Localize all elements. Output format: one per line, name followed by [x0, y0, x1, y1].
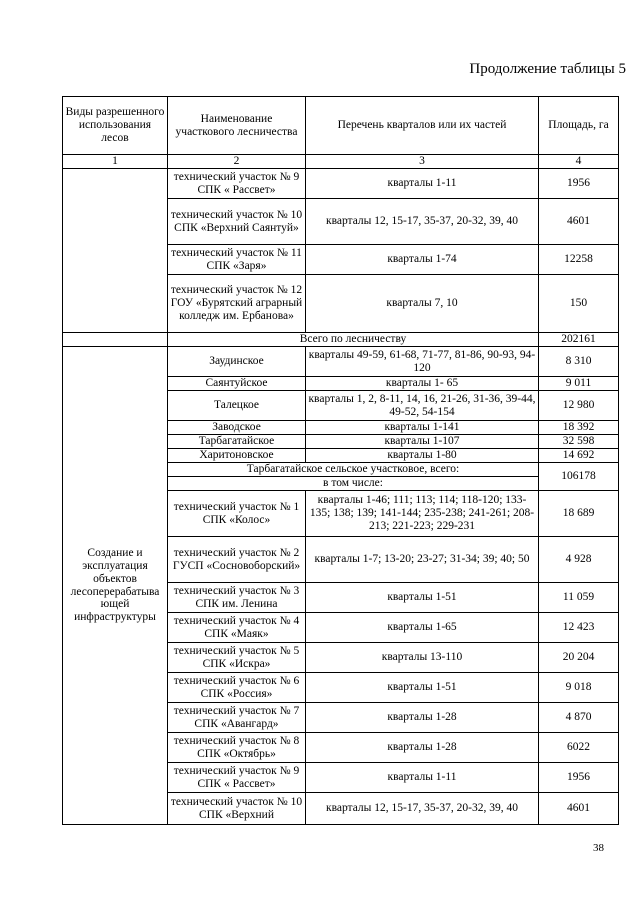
col-number: 3 — [306, 155, 539, 169]
table-caption: Продолжение таблицы 5 — [469, 61, 626, 77]
area-value: 12 980 — [539, 391, 619, 421]
rural-total-label: Тарбагатайское сельское участковое, всего: — [168, 463, 539, 477]
forestry-name: Саянтуйское — [168, 377, 306, 391]
quarters-list: кварталы 1-11 — [306, 763, 539, 793]
area-value: 4601 — [539, 793, 619, 825]
header-row — [63, 97, 619, 155]
forestry-name: Тарбагатайское — [168, 435, 306, 449]
area-value: 20 204 — [539, 643, 619, 673]
forestry-total-area: 202161 — [539, 333, 619, 347]
area-value: 9 011 — [539, 377, 619, 391]
quarters-list: кварталы 1, 2, 8-11, 14, 16, 21-26, 31-36, 39-44, 49-52, 54-154 — [306, 391, 539, 421]
usage-type-text: Создание и эксплуатация объектов лесоперерабатыва ющей инфраструктуры — [70, 546, 160, 624]
quarters-list: кварталы 1-74 — [306, 245, 539, 275]
table-row — [63, 347, 619, 377]
quarters-list: кварталы 1-51 — [306, 583, 539, 613]
quarters-list: кварталы 1-141 — [306, 421, 539, 435]
area-value: 11 059 — [539, 583, 619, 613]
area-value: 4 928 — [539, 537, 619, 583]
quarters-list: кварталы 1-7; 13-20; 23-27; 31-34; 39; 40; 50 — [306, 537, 539, 583]
forestry-name: технический участок № 10 СПК «Верхний Саянтуй» — [168, 199, 306, 245]
quarters-list: кварталы 1-65 — [306, 613, 539, 643]
col-number: 2 — [168, 155, 306, 169]
area-value: 4601 — [539, 199, 619, 245]
area-value: 4 870 — [539, 703, 619, 733]
quarters-list: кварталы 1-107 — [306, 435, 539, 449]
usage-cell-empty — [63, 333, 168, 347]
forest-use-table — [62, 96, 619, 825]
quarters-list: кварталы 12, 15-17, 35-37, 20-32, 39, 40 — [306, 199, 539, 245]
header-quarters: Перечень кварталов или их частей — [306, 97, 539, 155]
col-number: 1 — [63, 155, 168, 169]
forestry-name: технический участок № 12 ГОУ «Бурятский аграрный колледж им. Ербанова» — [168, 275, 306, 333]
quarters-list: кварталы 1-28 — [306, 733, 539, 763]
area-value: 12258 — [539, 245, 619, 275]
quarters-list: кварталы 12, 15-17, 35-37, 20-32, 39, 40 — [306, 793, 539, 825]
quarters-list: кварталы 7, 10 — [306, 275, 539, 333]
forestry-name: технический участок № 8 СПК «Октябрь» — [168, 733, 306, 763]
forestry-name: технический участок № 2 ГУСП «Сосновоборский» — [168, 537, 306, 583]
area-value: 32 598 — [539, 435, 619, 449]
area-value: 1956 — [539, 763, 619, 793]
forestry-name: технический участок № 3 СПК им. Ленина — [168, 583, 306, 613]
forestry-name: Заудинское — [168, 347, 306, 377]
quarters-list: кварталы 1- 65 — [306, 377, 539, 391]
forestry-name: технический участок № 1 СПК «Колос» — [168, 491, 306, 537]
forestry-name: технический участок № 9 СПК « Рассвет» — [168, 169, 306, 199]
quarters-list: кварталы 49-59, 61-68, 71-77, 81-86, 90-93, 94-120 — [306, 347, 539, 377]
quarters-list: кварталы 1-28 — [306, 703, 539, 733]
forestry-name: технический участок № 5 СПК «Искра» — [168, 643, 306, 673]
table-body — [63, 97, 619, 825]
forestry-total-row — [63, 333, 619, 347]
column-number-row — [63, 155, 619, 169]
usage-cell-empty — [63, 169, 168, 333]
area-value: 6022 — [539, 733, 619, 763]
quarters-list: кварталы 1-46; 111; 113; 114; 118-120; 133-135; 138; 139; 141-144; 235-238; 241-261; 208-213; 221-223; 229-231 — [306, 491, 539, 537]
area-value: 9 018 — [539, 673, 619, 703]
forestry-name: технический участок № 10 СПК «Верхний — [168, 793, 306, 825]
forestry-name: технический участок № 4 СПК «Маяк» — [168, 613, 306, 643]
page-number: 38 — [593, 842, 604, 854]
quarters-list: кварталы 1-80 — [306, 449, 539, 463]
area-value: 1956 — [539, 169, 619, 199]
table-row — [63, 169, 619, 199]
forestry-name: технический участок № 6 СПК «Россия» — [168, 673, 306, 703]
area-value: 18 392 — [539, 421, 619, 435]
header-forestry: Наименование участкового лесничества — [168, 97, 306, 155]
area-value: 150 — [539, 275, 619, 333]
forestry-name: Харитоновское — [168, 449, 306, 463]
forestry-name: технический участок № 11 СПК «Заря» — [168, 245, 306, 275]
forestry-name: Заводское — [168, 421, 306, 435]
area-value: 12 423 — [539, 613, 619, 643]
forestry-name: технический участок № 9 СПК « Рассвет» — [168, 763, 306, 793]
quarters-list: кварталы 1-11 — [306, 169, 539, 199]
area-value: 8 310 — [539, 347, 619, 377]
forestry-name: Талецкое — [168, 391, 306, 421]
forestry-total-label: Всего по лесничеству — [168, 333, 539, 347]
area-value: 18 689 — [539, 491, 619, 537]
rural-total-area: 106178 — [539, 463, 619, 491]
quarters-list: кварталы 13-110 — [306, 643, 539, 673]
header-area: Площадь, га — [539, 97, 619, 155]
usage-type-cell — [63, 347, 168, 825]
including-label: в том числе: — [168, 477, 539, 491]
quarters-list: кварталы 1-51 — [306, 673, 539, 703]
forestry-name: технический участок № 7 СПК «Авангард» — [168, 703, 306, 733]
area-value: 14 692 — [539, 449, 619, 463]
col-number: 4 — [539, 155, 619, 169]
header-usage: Виды разрешенного использования лесов — [63, 97, 168, 155]
